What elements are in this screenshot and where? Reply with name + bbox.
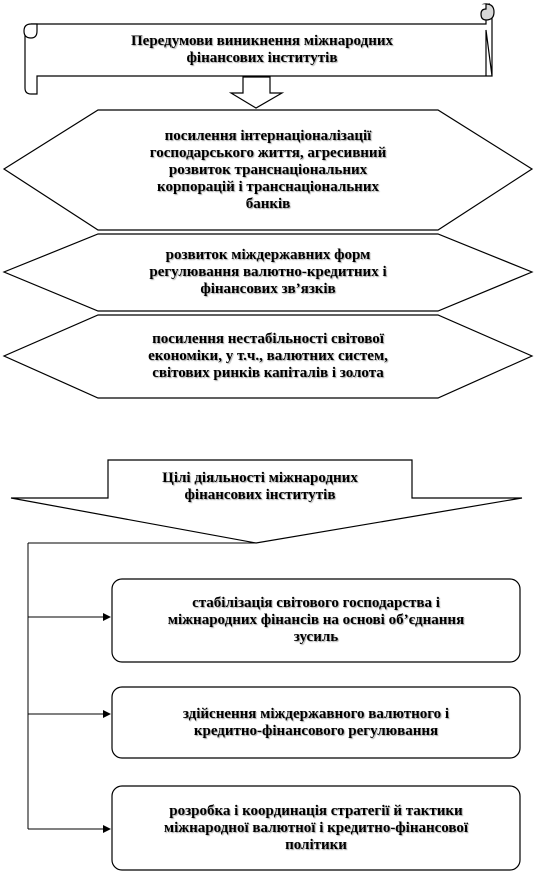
prerequisite-item-1 xyxy=(100,112,436,228)
prerequisite-item-2 xyxy=(100,236,436,309)
goal-item-3 xyxy=(118,788,514,868)
scroll-left-roll xyxy=(24,24,37,38)
prerequisites-title-text: Передумови виникнення міжнародних фінансових інститутів xyxy=(131,33,393,66)
goals-title-text: Цілі діяльності міжнародних фінансових інститутів xyxy=(162,470,358,503)
prerequisite-item-3 xyxy=(100,317,436,396)
goals-title xyxy=(110,461,410,513)
prerequisite-item-1-text: посилення інтернаціоналізації господарського життя, агресивний розвиток транснаціональних корпорацій і транснаціональних банків xyxy=(149,127,387,212)
prerequisites-title xyxy=(44,24,480,76)
goal-item-1 xyxy=(118,581,514,660)
goal-item-3-text: розробка і координація стратегії й тактики міжнародної валютної і кредитно-фінансової політики xyxy=(163,802,469,853)
goal-item-2-text: здійснення міждержавного валютного і кредитно-фінансового регулювання xyxy=(182,705,450,739)
scroll-top-roll xyxy=(31,4,490,24)
goal-item-1-text: стабілізація світового господарства і міжнародних фінансів на основі об’єднання зусиль xyxy=(167,595,465,645)
prerequisite-item-2-text: розвиток міждержавних форм регулювання валютно-кредитних і фінансових зв’язків xyxy=(149,247,387,297)
goal-item-2 xyxy=(118,689,514,756)
prerequisite-item-3-text: посилення нестабільності світової економіки, у т.ч., валютних систем, світових ринків капіталів і золота xyxy=(148,331,388,381)
block-arrow-down xyxy=(231,77,282,108)
